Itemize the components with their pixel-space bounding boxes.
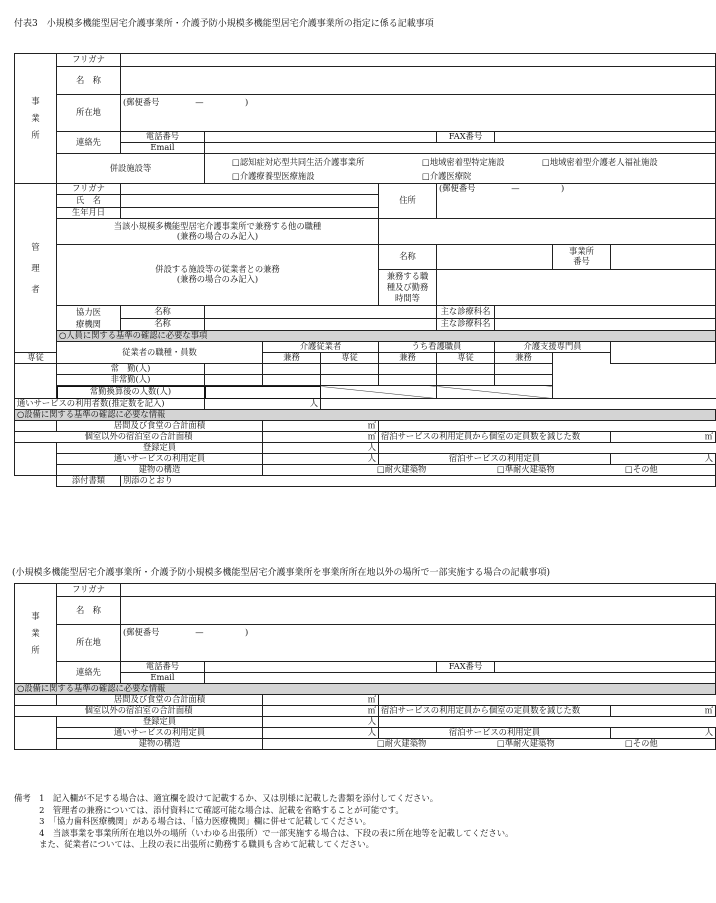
sensu-label-2: 専従 [321, 353, 379, 364]
kyoryoku-name-label-1: 名称 [121, 306, 205, 319]
branch-structure-check-semi-fireproof[interactable]: □準耐火建築物 [497, 738, 555, 749]
joukin-cm-sensu[interactable] [437, 364, 495, 375]
note-line-4: 4 当該事業を事業所所在地以外の場所（いわゆる出張所）で一部実施する場合は、下段の表に所在地等を記載してください。 [14, 827, 514, 838]
branch-living-area-unit: ㎡ [367, 694, 376, 705]
hijoukin-nurse-kenmu[interactable] [379, 375, 437, 386]
manager-name-field[interactable] [121, 195, 379, 208]
stay-area-label: 個室以外の宿泊室の合計面積 [15, 432, 263, 443]
facility-check-iryoin[interactable]: □介護医療院 [422, 170, 472, 181]
blank-1 [553, 364, 716, 375]
joukin-nurse-sensu[interactable] [321, 364, 379, 375]
stay-cap-field[interactable] [611, 454, 716, 465]
manager-name-label: 氏 名 [57, 195, 121, 208]
facility-indent-4 [15, 465, 57, 476]
manager-furigana-label: フリガナ [57, 184, 121, 195]
branch-name-field[interactable] [121, 597, 716, 625]
concurrent-name-label: 名称 [379, 245, 437, 270]
facility-check-welfare[interactable]: □地域密着型介護老人福祉施設 [542, 156, 658, 167]
manager-concurrent-label: 併設する施設等の従業者との兼務 (兼務の場合のみ記入) [57, 245, 379, 306]
branch-stay-area-unit: ㎡ [367, 705, 376, 716]
branch-fax-label: FAX番号 [437, 662, 495, 673]
branch-stay-cap-unit: 人 [704, 727, 713, 738]
notes-block [14, 793, 513, 851]
blank-3 [553, 386, 716, 399]
structure-check-semi-fireproof[interactable]: □準耐火建築物 [497, 464, 555, 475]
fax-label: FAX番号 [437, 132, 495, 143]
capacity-label: 登録定員 [57, 443, 263, 454]
branch-email-label: Email [121, 673, 205, 684]
living-area-unit: ㎡ [367, 420, 376, 431]
kyoryoku-dept-label-2: 主な診療科名 [437, 318, 495, 331]
furigana-field[interactable] [121, 54, 716, 67]
stay-minus-label: 宿泊サービスの利用定員から個室の定員数を減じた数 [379, 432, 611, 443]
hijoukin-cm-sensu[interactable] [437, 375, 495, 386]
joukin-cm-kenmu[interactable] [495, 364, 553, 375]
care-manager-header: 介護支援専門員 [495, 342, 611, 353]
attach-value: 別添のとおり [121, 476, 716, 487]
living-area-label: 居間及び食堂の合計面積 [57, 421, 263, 432]
postal-code-text: (郵便番号 — ) [123, 97, 249, 107]
hijoukin-care-sensu[interactable] [205, 375, 263, 386]
structure-check-fireproof[interactable]: □耐火建築物 [377, 464, 427, 475]
hijoukin-care-kenmu[interactable] [263, 375, 321, 386]
facility-check-dementia[interactable]: □認知症対応型共同生活介護事業所 [232, 156, 365, 167]
concurrent-role-label: 兼務する職 種及び勤務 時間等 [379, 270, 437, 306]
branch-capacity-label: 登録定員 [57, 717, 263, 728]
joukin-label: 常 勤(人) [57, 364, 205, 375]
furigana-label: フリガナ [57, 54, 121, 67]
branch-location-label: 所在地 [57, 625, 121, 662]
manager-postal-text: (郵便番号 — ) [439, 183, 565, 193]
joukin-care-kenmu[interactable] [263, 364, 321, 375]
manager-birth-field[interactable] [121, 208, 379, 219]
facility-checkboxes[interactable] [205, 154, 716, 184]
branch-stay-cap-label: 宿泊サービスの利用定員 [379, 728, 611, 739]
joukin-care-sensu[interactable] [205, 364, 263, 375]
concurrent-number-field[interactable] [611, 245, 716, 270]
tsuuso-cap-label: 通いサービスの利用定員 [57, 454, 263, 465]
note-line-3: 3 「協力歯科医療機関」がある場合は、「協力医療機関」欄に併せて記載してください。 [14, 816, 372, 826]
section-facility-header: ○設備に関する基準の確認に必要な情報 [15, 410, 716, 421]
stay-area-field[interactable] [263, 432, 379, 443]
form-title: 付表3 小規模多機能型居宅介護事業所・介護予防小規模多機能型居宅介護事業所の指定に係る記載事項 [14, 19, 434, 29]
blank-4 [321, 399, 716, 410]
blank-7 [15, 476, 57, 487]
manager-birth-label: 生年月日 [57, 208, 121, 219]
email-field[interactable] [205, 143, 716, 154]
name-field[interactable] [121, 67, 716, 95]
branch-structure-check-other[interactable]: □その他 [625, 738, 658, 749]
hijoukin-nurse-sensu[interactable] [321, 375, 379, 386]
branch-postal-text: (郵便番号 — ) [123, 627, 249, 637]
kyoryoku-dept-label-1: 主な診療科名 [437, 306, 495, 319]
contact-label: 連絡先 [57, 132, 121, 154]
branch-tsuuso-cap-field[interactable] [263, 728, 379, 739]
tsuuso-cap-field[interactable] [263, 454, 379, 465]
kyoryoku-name-label-2: 名称 [121, 318, 205, 331]
joukin-nurse-kenmu[interactable] [379, 364, 437, 375]
branch-fax-field[interactable] [495, 662, 716, 673]
branch-contact-label: 連絡先 [57, 662, 121, 684]
manager-furigana-field[interactable] [121, 184, 379, 195]
branch-tel-field[interactable] [205, 662, 437, 673]
kenmu-label-3: 兼務 [495, 353, 553, 364]
branch-stay-area-field[interactable] [263, 706, 379, 717]
branch-indent-3 [15, 728, 57, 739]
kenmu-label-1: 兼務 [263, 353, 321, 364]
tsuuso-est-label: 通いサービスの利用者数(推定数を記入) [15, 399, 205, 410]
concurrent-name-field[interactable] [437, 245, 553, 270]
manager-address-label: 住所 [379, 184, 437, 219]
structure-label: 建物の構造 [57, 465, 263, 476]
capacity-unit: 人 [367, 442, 376, 453]
location-label: 所在地 [57, 95, 121, 132]
jigyosho-label: 事 業 所 [15, 54, 57, 184]
hijoukin-label: 非常勤(人) [57, 375, 205, 386]
kyoryoku-label: 協力医 療機関 [57, 306, 121, 331]
branch-furigana-field[interactable] [121, 584, 716, 597]
branch-blank-2 [379, 717, 716, 728]
branch-capacity-unit: 人 [367, 716, 376, 727]
branch-form-table [14, 583, 716, 750]
staff-indent-3 [15, 386, 57, 399]
branch-indent-4 [15, 739, 57, 750]
hijoukin-cm-kenmu[interactable] [495, 375, 553, 386]
structure-options[interactable] [263, 465, 716, 476]
structure-check-other[interactable]: □その他 [625, 464, 658, 475]
concurrent-role-field[interactable] [437, 270, 716, 306]
kanzan-cm-diagonal [437, 386, 553, 399]
kyoryoku-dept-field-2[interactable] [495, 318, 716, 331]
branch-furigana-label: フリガナ [57, 584, 121, 597]
branch-stay-minus-field[interactable] [611, 706, 716, 717]
tsuuso-est-field[interactable] [205, 399, 321, 410]
manager-other-role-label: 当該小規模多機能型居宅介護事業所で兼務する他の職種 (兼務の場合のみ記入) [57, 219, 379, 245]
branch-stay-minus-unit: ㎡ [704, 705, 713, 716]
name-label: 名 称 [57, 67, 121, 95]
blank-5 [379, 421, 716, 432]
kyoryoku-name-field-1[interactable] [205, 306, 437, 319]
tel-field[interactable] [205, 132, 437, 143]
kanri-label: 管 理 者 [15, 184, 57, 353]
branch-location-field[interactable] [121, 625, 716, 662]
stay-cap-unit: 人 [704, 453, 713, 464]
stay-area-unit: ㎡ [367, 431, 376, 442]
staff-indent-2 [15, 375, 57, 386]
branch-stay-area-label: 個室以外の宿泊室の合計面積 [15, 706, 263, 717]
heisetsu-label: 併設施設等 [57, 154, 205, 184]
kanzan-label: 常勤換算後の人数(人) [57, 386, 205, 399]
branch-tel-label: 電話番号 [121, 662, 205, 673]
branch-indent-2 [15, 717, 57, 728]
branch-stay-cap-field[interactable] [611, 728, 716, 739]
branch-tsuuso-cap-unit: 人 [367, 727, 376, 738]
facility-indent-2 [15, 443, 57, 454]
staff-blank [611, 342, 716, 364]
section-staff-header: ○人員に関する基準の確認に必要な事項 [57, 331, 716, 342]
branch-email-field[interactable] [205, 673, 716, 684]
blank-2 [553, 375, 716, 386]
branch-stay-minus-label: 宿泊サービスの利用定員から個室の定員数を減じた数 [379, 706, 611, 717]
tsuuso-cap-unit: 人 [367, 453, 376, 464]
stay-minus-field[interactable] [611, 432, 716, 443]
kenmu-label-2: 兼務 [379, 353, 437, 364]
sensu-label-1: 専従 [15, 353, 57, 364]
manager-address-field[interactable] [437, 184, 716, 219]
sensu-label-3: 専従 [437, 353, 495, 364]
branch-structure-check-fireproof[interactable]: □耐火建築物 [377, 738, 427, 749]
kyoryoku-dept-field-1[interactable] [495, 306, 716, 319]
kanzan-care-field[interactable] [205, 386, 321, 399]
capacity-field[interactable] [263, 443, 379, 454]
facility-check-specified[interactable]: □地域密着型特定施設 [422, 156, 505, 167]
tsuuso-est-unit: 人 [309, 398, 318, 409]
note-line-5: また、従業者については、上段の表に出張所に勤務する職員も含めて記載してください。 [14, 839, 374, 849]
branch-indent-1 [15, 695, 57, 706]
branch-living-area-label: 居間及び食堂の合計面積 [57, 695, 263, 706]
stay-cap-label: 宿泊サービスの利用定員 [379, 454, 611, 465]
facility-check-ryoyo[interactable]: □介護療養型医療施設 [232, 170, 315, 181]
attach-label: 添付書類 [57, 476, 121, 487]
branch-structure-label: 建物の構造 [57, 739, 263, 750]
branch-structure-options[interactable] [263, 739, 716, 750]
location-field[interactable] [121, 95, 716, 132]
concurrent-number-label: 事業所 番号 [553, 245, 611, 270]
kyoryoku-name-field-2[interactable] [205, 318, 437, 331]
kanzan-nurse-diagonal [321, 386, 437, 399]
branch-section-title: (小規模多機能型居宅介護事業所・介護予防小規模多機能型居宅介護事業所を事業所所在地以外の場所で一部実施する場合の記載事項) [12, 568, 551, 578]
care-worker-header: 介護従業者 [263, 342, 379, 353]
facility-indent-1 [15, 421, 57, 432]
email-label: Email [121, 143, 205, 154]
branch-jigyosho-label: 事 業 所 [15, 584, 57, 684]
fax-field[interactable] [495, 132, 716, 143]
main-form-table [14, 53, 716, 487]
blank-6 [379, 443, 716, 454]
facility-indent-3 [15, 454, 57, 465]
staff-indent [15, 364, 57, 375]
manager-other-role-field[interactable] [379, 219, 716, 245]
nurse-header: うち看護職員 [379, 342, 495, 353]
branch-capacity-field[interactable] [263, 717, 379, 728]
living-area-field[interactable] [263, 421, 379, 432]
note-line-1: 備考 1 記入欄が不足する場合は、適宜欄を設けて記載するか、又は別様に記載した書類を添付してください。 [14, 793, 439, 803]
branch-living-area-field[interactable] [263, 695, 379, 706]
branch-tsuuso-cap-label: 通いサービスの利用定員 [57, 728, 263, 739]
stay-minus-unit: ㎡ [704, 431, 713, 442]
note-line-2: 2 管理者の兼務については、添付資料にて確認可能な場合は、記載を省略することが可能です。 [14, 804, 404, 815]
branch-section-facility-header: ○設備に関する基準の確認に必要な情報 [15, 684, 716, 695]
branch-name-label: 名 称 [57, 597, 121, 625]
staff-type-label: 従業者の職種・員数 [57, 342, 263, 364]
tel-label: 電話番号 [121, 132, 205, 143]
branch-blank-1 [379, 695, 716, 706]
